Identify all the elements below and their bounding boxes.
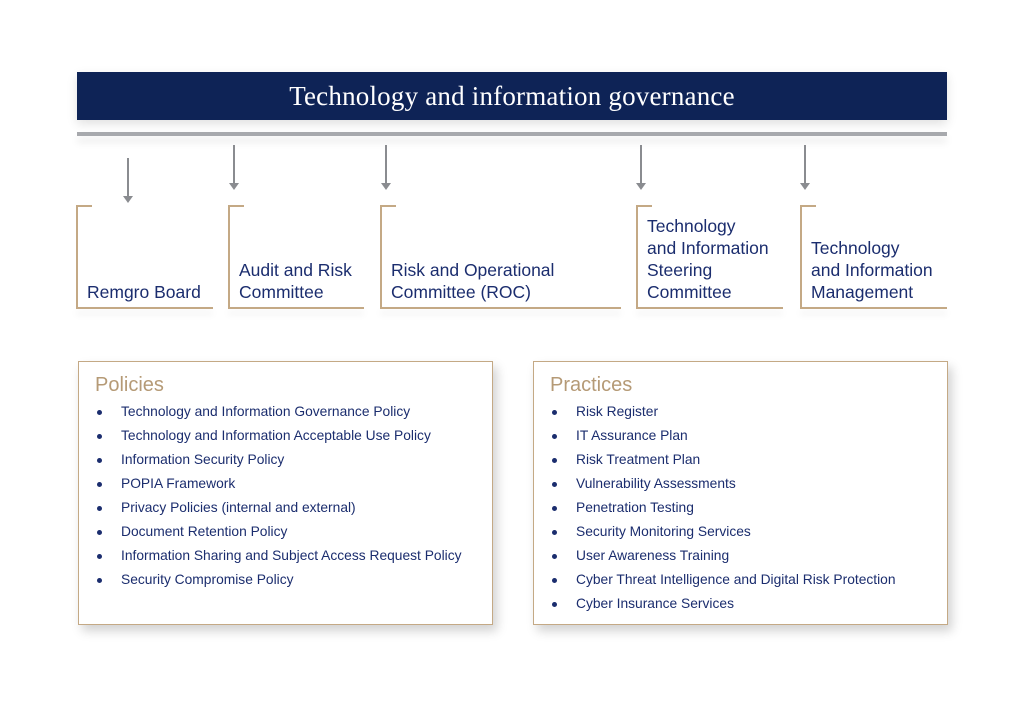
arrow-down-icon [636,145,646,190]
policy-item-label: Technology and Information Governance Policy [121,404,411,419]
bullet-icon [552,602,557,607]
bullet-icon [97,458,102,463]
committee-audit-and-risk [228,205,364,309]
policies-list [95,402,462,594]
page-title: Technology and information governance [289,80,735,111]
policy-item-label: Information Security Policy [121,452,285,467]
bullet-icon [552,578,557,583]
practice-item-label: Risk Register [576,404,659,419]
practice-item-label: Security Monitoring Services [576,524,751,539]
bullet-icon [97,530,102,535]
list-item [95,450,462,474]
policy-item-label: POPIA Framework [121,476,236,491]
practice-item-label: Cyber Threat Intelligence and Digital Risk Protection [576,572,896,587]
list-item [95,570,462,594]
committee-label: Risk and Operational Committee (ROC) [391,260,555,302]
bullet-icon [552,506,557,511]
policies-heading: Policies [95,374,164,396]
arrow-down-icon [123,158,133,203]
list-item [95,402,462,426]
committee-risk-and-operational [380,205,621,309]
arrow-down-icon [800,145,810,190]
committee-remgro-board [76,205,213,309]
list-item [550,546,896,570]
policy-item-label: Privacy Policies (internal and external) [121,500,356,515]
policy-item-label: Technology and Information Acceptable Use Policy [121,428,431,443]
committee-label: Remgro Board [87,282,201,302]
practice-item-label: User Awareness Training [576,548,730,563]
policy-item-label: Security Compromise Policy [121,572,294,587]
list-item [550,474,896,498]
bullet-icon [552,554,557,559]
policy-item-label: Document Retention Policy [121,524,288,539]
list-item [95,522,462,546]
committee-label: Audit and Risk Committee [239,260,352,302]
bullet-icon [97,410,102,415]
list-item [550,594,896,618]
bullet-icon [552,530,557,535]
bullet-icon [552,410,557,415]
list-item [550,426,896,450]
bullet-icon [552,482,557,487]
list-item [550,570,896,594]
bullet-icon [97,578,102,583]
list-item [95,426,462,450]
practice-item-label: Vulnerability Assessments [576,476,736,491]
list-item [550,450,896,474]
list-item [550,522,896,546]
practices-list [550,402,896,618]
header-banner [77,72,947,120]
committee-tech-info-management [800,205,947,309]
arrow-down-icon [381,145,391,190]
practices-heading: Practices [550,374,633,396]
bullet-icon [97,506,102,511]
practice-item-label: Penetration Testing [576,500,694,515]
list-item [95,546,462,570]
list-item [550,402,896,426]
committee-label: Technology and Information Steering Committee [647,216,769,302]
practices-panel [533,361,948,625]
divider-bar [77,132,947,136]
practice-item-label: IT Assurance Plan [576,428,688,443]
bullet-icon [97,434,102,439]
list-item [95,474,462,498]
practice-item-label: Risk Treatment Plan [576,452,701,467]
list-item [95,498,462,522]
committee-tech-info-steering [636,205,783,309]
list-item [550,498,896,522]
committee-label: Technology and Information Management [811,238,933,302]
policy-item-label: Information Sharing and Subject Access Request Policy [121,548,462,563]
bullet-icon [97,482,102,487]
policies-panel [78,361,493,625]
practice-item-label: Cyber Insurance Services [576,596,734,611]
bullet-icon [552,458,557,463]
bullet-icon [97,554,102,559]
arrow-down-icon [229,145,239,190]
bullet-icon [552,434,557,439]
